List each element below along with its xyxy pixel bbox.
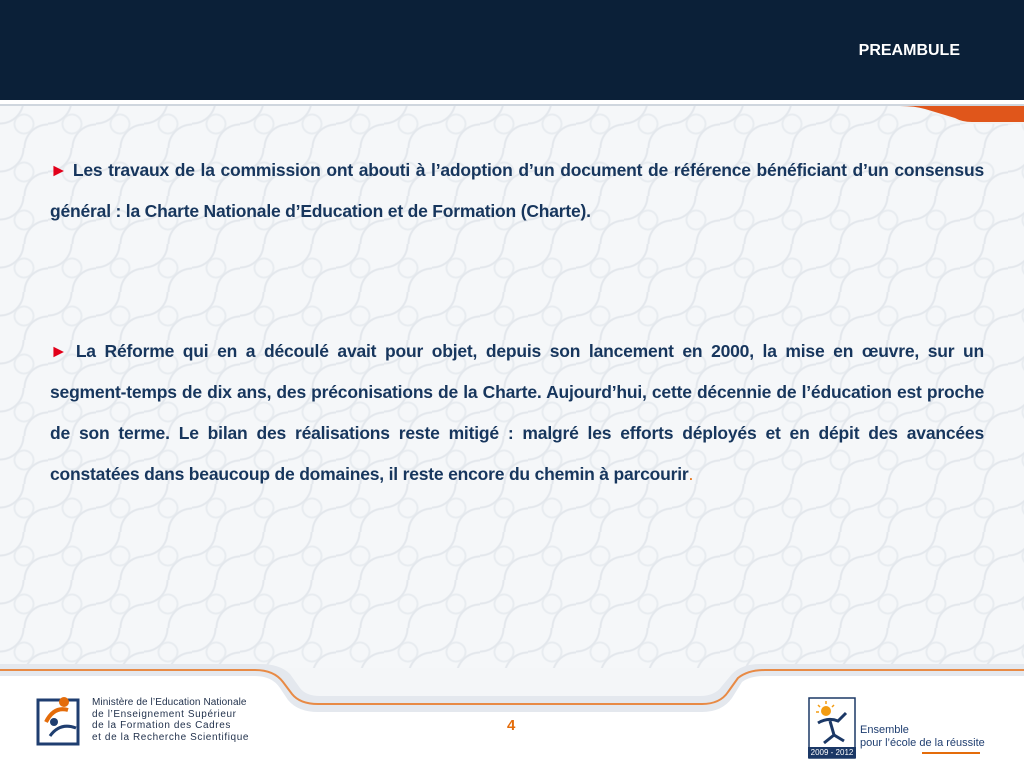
header-accent-bar bbox=[0, 104, 1024, 124]
campaign-line-2 bbox=[860, 737, 985, 750]
ministry-line-4: et de la Recherche Scientifique bbox=[92, 731, 250, 743]
ministry-line-2: de l’Enseignement Supérieur bbox=[92, 708, 237, 720]
bullet-arrow-icon: ► bbox=[50, 341, 68, 361]
campaign-slogan bbox=[860, 724, 985, 750]
ministry-logo-icon bbox=[36, 692, 84, 746]
slide-title: PREAMBULE bbox=[858, 42, 960, 59]
bullet-arrow-icon: ► bbox=[50, 160, 68, 180]
paragraph-2-text: La Réforme qui en a découlé avait pour objet, depuis son lancement en 2000, la mise en œuvre, sur un segment-temps de dix ans, des préconisations de la Charte. Aujourd’hui, cette décennie de l’éducation est proche de son terme. Le bilan des réalisations reste mitigé : malgré les efforts déployés et en dépit des avancées constatées dans beaucoup de domaines, il reste encore du chemin à parcourir bbox=[50, 341, 984, 484]
campaign-years: 2009 - 2012 bbox=[808, 747, 856, 758]
slide-body bbox=[50, 150, 984, 495]
ministry-line-1: Ministère de l’Education Nationale bbox=[92, 697, 247, 708]
paragraph-1 bbox=[50, 150, 984, 232]
slide-header bbox=[0, 0, 1024, 100]
campaign-line-2c: réussite bbox=[946, 737, 985, 749]
campaign-underline bbox=[922, 752, 980, 754]
ministry-name bbox=[92, 697, 272, 743]
paragraph-1-text: Les travaux de la commission ont abouti à l’adoption d’un document de référence bénéficiant d’un consensus général : la Charte Nationale d’Education et de Formation (Charte). bbox=[50, 160, 984, 221]
paragraph-2-trailing-dot: . bbox=[688, 464, 694, 484]
paragraph-2 bbox=[50, 331, 984, 495]
campaign-line-1: Ensemble bbox=[860, 724, 909, 736]
ministry-line-3: de la Formation des Cadres bbox=[92, 720, 231, 731]
page-number: 4 bbox=[507, 717, 516, 734]
campaign-line-2b: de la bbox=[919, 737, 947, 749]
campaign-line-2a: pour l’école bbox=[860, 737, 920, 749]
